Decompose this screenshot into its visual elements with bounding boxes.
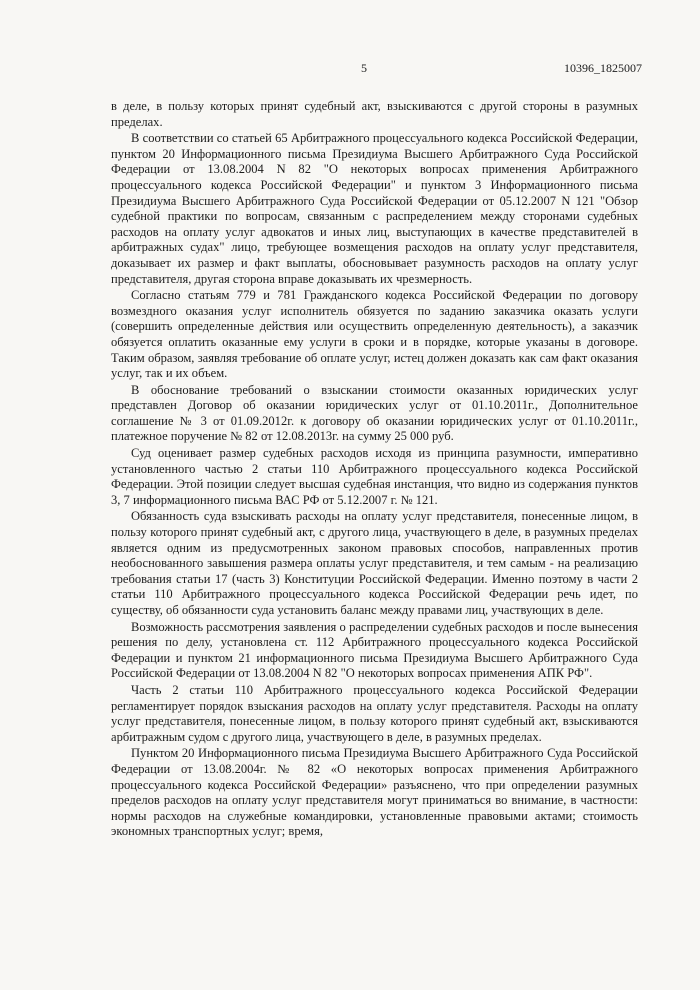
page-number: 5: [361, 61, 367, 75]
paragraph-2: В соответствии со статьей 65 Арбитражного процессуального кодекса Российской Федерации, пунктом 20 Информационного письма Президиума Высшего Арбитражного Суда Российской Федерации от 13.08.2004 N 82 "О некоторых вопросах применения Арбитражного процессуального кодекса Российской Федерации" и пунктом 3 Информационного письма Президиума Высшего Арбитражного Суда Российской Федерации от 05.12.2007 N 121 "Обзор судебной практики по вопросам, связанным с распределением между сторонами судебных расходов на оплату услуг адвокатов и иных лиц, выступающих в качестве представителей в арбитражных судах" лицо, требующее возмещения расходов на оплату услуг представителя, доказывает их размер и факт выплаты, обосновывает разумность расходов на оплату услуг представителя, другая сторона вправе доказывать их чрезмерность.: [111, 131, 638, 286]
paragraph-7: Возможность рассмотрения заявления о распределении судебных расходов и после вынесения решения по делу, установлена ст. 112 Арбитражного процессуального кодекса Российской Федерации и пунктом 21 информационного письма Президиума Высшего Арбитражного Суда Российской Федерации от 13.08.2004 N 82 "О некоторых вопросах применения АПК РФ".: [111, 619, 638, 681]
paragraph-4: В обоснование требований о взыскании стоимости оказанных юридических услуг представлен Договор об оказании юридических услуг от 01.10.2011г., Дополнительное соглашение № 3 от 01.09.2012г. к договору об оказании юридических услуг от 01.10.2011г., платежное поручение № 82 от 12.08.2013г. на сумму 25 000 руб.: [111, 382, 638, 444]
paragraph-8: Часть 2 статьи 110 Арбитражного процессуального кодекса Российской Федерации регламентирует порядок взыскания расходов на оплату услуг представителя. Расходы на оплату услуг представителя, понесенные лицом, в пользу которого принят судебный акт, взыскиваются арбитражным судом с другого лица, участвующего в деле, в разумных пределах.: [111, 682, 638, 744]
document-body: [111, 99, 638, 840]
document-id: 10396_1825007: [564, 61, 642, 75]
paragraph-6: Обязанность суда взыскивать расходы на оплату услуг представителя, понесенные лицом, в пользу которого принят судебный акт, с другого лица, участвующего в деле, в разумных пределах является одним из предусмотренных законом правовых способов, направленных против необоснованного завышения размера оплаты услуг представителя, и тем самым - на реализацию требования статьи 17 (часть 3) Конституции Российской Федерации. Именно поэтому в части 2 статьи 110 Арбитражного процессуального кодекса Российской Федерации речь идет, по существу, об обязанности суда установить баланс между правами лиц, участвующих в деле.: [111, 509, 638, 617]
page-header: [0, 60, 700, 76]
paragraph-1: в деле, в пользу которых принят судебный акт, взыскиваются с другой стороны в разумных пределах.: [111, 99, 638, 129]
paragraph-9: Пунктом 20 Информационного письма Президиума Высшего Арбитражного Суда Российской Федерации от 13.08.2004г. № 82 «О некоторых вопросах применения Арбитражного процессуального кодекса Российской Федерации» разъяснено, что при определении разумных пределов расходов на оплату услуг представителя могут приниматься во внимание, в частности: нормы расходов на служебные командировки, установленные правовыми актами; стоимость экономных транспортных услуг; время,: [111, 746, 638, 839]
paragraph-3: Согласно статьям 779 и 781 Гражданского кодекса Российской Федерации по договору возмездного оказания услуг исполнитель обязуется по заданию заказчика оказать услуги (совершить определенные действия или осуществить определенную деятельность), а заказчик обязуется оплатить оказанные ему услуги в сроки и в порядке, которые указаны в договоре. Таким образом, заявляя требование об оплате услуг, истец должен доказать как сам факт оказания услуг, так и их объем.: [111, 288, 638, 381]
paragraph-5: Суд оценивает размер судебных расходов исходя из принципа разумности, императивно установленного частью 2 статьи 110 Арбитражного процессуального кодекса Российской Федерации. Этой позиции следует высшая судебная инстанция, что видно из содержания пунктов 3, 7 информационного письма ВАС РФ от 5.12.2007 г. № 121.: [111, 446, 638, 507]
